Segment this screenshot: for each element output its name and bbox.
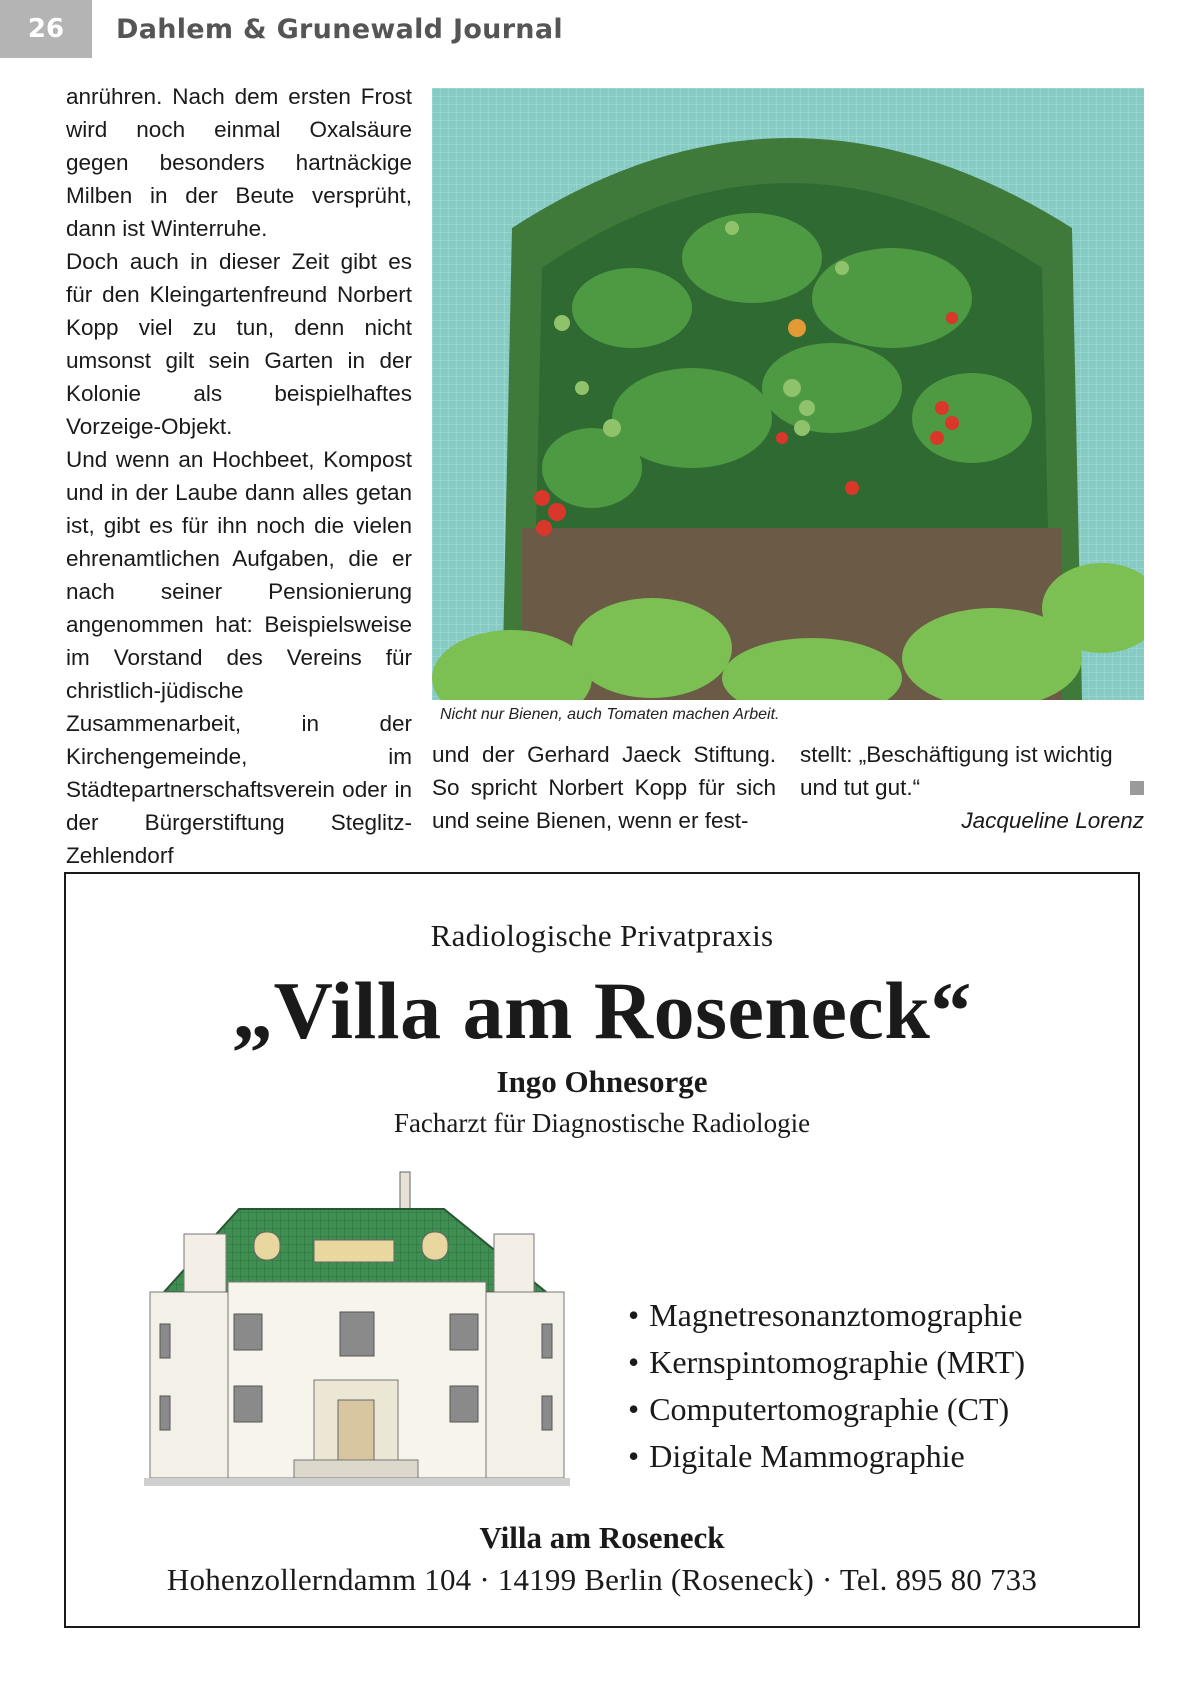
ad-address: Hohenzollerndamm 104 · 14199 Berlin (Roseneck) · Tel. 895 80 733 bbox=[166, 1562, 1038, 1597]
ad-footer-name: Villa am Roseneck bbox=[479, 1520, 725, 1555]
advertisement bbox=[64, 872, 1140, 1628]
article-paragraph: anrühren. Nach dem ersten Frost wird noch einmal Oxalsäure gegen besonders hartnäckige Milben in der Beute versprüht, dann ist Winterruhe. bbox=[66, 84, 412, 241]
article-end-line bbox=[800, 771, 1144, 804]
service-item: • Magnetresonanztomographie bbox=[628, 1292, 1025, 1339]
tomato-greenhouse-photo bbox=[432, 88, 1144, 700]
article-column-3 bbox=[800, 738, 1144, 837]
service-item: • Digitale Mammographie bbox=[628, 1433, 1025, 1480]
article-text-end: und tut gut.“ bbox=[800, 775, 921, 800]
service-item: • Computertomographie (CT) bbox=[628, 1386, 1025, 1433]
ad-specialty: Facharzt für Diagnostische Radiologie bbox=[393, 1108, 811, 1138]
villa-illustration bbox=[144, 1164, 570, 1488]
article-column-1 bbox=[66, 80, 412, 872]
service-item: • Kernspintomographie (MRT) bbox=[628, 1339, 1025, 1386]
article-column-2: und der Gerhard Jaeck Stiftung. So spricht Norbert Kopp für sich und seine Bienen, wenn er fest- bbox=[432, 742, 776, 833]
article-paragraph: Und wenn an Hochbeet, Kompost und in der Laube dann alles getan ist, gibt es für ihn noch die vielen ehrenamtlichen Aufgaben, die er nach seiner Pensionierung angenommen hat: Beispielsweise im Vorstand des Vereins für christlich-jüdische Zusammenarbeit, in der Kirchengemeinde, im Städtepartnerschaftsverein oder in der Bürgerstiftung Steglitz-Zehlendorf bbox=[66, 447, 412, 868]
photo-caption: Nicht nur Bienen, auch Tomaten machen Arbeit. bbox=[440, 706, 780, 723]
ad-doctor-name: Ingo Ohnesorge bbox=[496, 1064, 708, 1099]
article-paragraph: Doch auch in dieser Zeit gibt es für den Kleingartenfreund Norbert Kopp viel zu tun, denn nicht umsonst gilt sein Garten in der Kolonie als beispielhaftes Vorzeige-Objekt. bbox=[66, 249, 412, 439]
author-name: Jacqueline Lorenz bbox=[961, 808, 1144, 833]
ad-intro: Radiologische Privatpraxis bbox=[430, 918, 774, 953]
services-list bbox=[628, 1292, 1025, 1480]
page-number: 26 bbox=[0, 0, 92, 58]
ad-practice-name: „Villa am Roseneck“ bbox=[232, 965, 972, 1056]
article-text: stellt: „Beschäftigung ist wichtig bbox=[800, 742, 1113, 767]
end-mark-icon bbox=[1130, 781, 1144, 795]
journal-title: Dahlem & Grunewald Journal bbox=[116, 14, 563, 45]
